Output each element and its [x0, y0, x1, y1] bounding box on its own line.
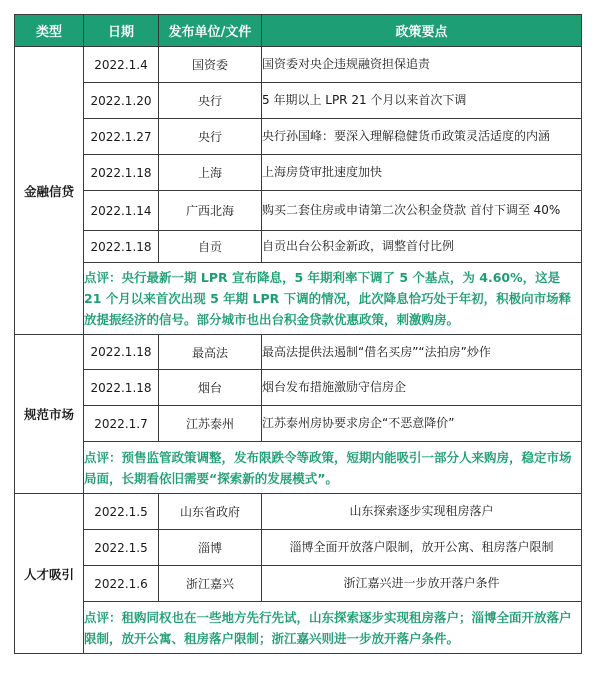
header-date: 日期 [84, 15, 159, 47]
row-unit: 广西北海 [159, 191, 262, 231]
header-policy: 政策要点 [262, 15, 582, 47]
category-talent: 人才吸引 [15, 494, 84, 654]
row-unit: 央行 [159, 119, 262, 155]
table-row [15, 406, 582, 442]
table-row [15, 191, 582, 231]
row-unit: 国资委 [159, 47, 262, 83]
row-date: 2022.1.20 [84, 83, 159, 119]
policy-table [14, 14, 582, 654]
row-date: 2022.1.5 [84, 494, 159, 530]
table-row [15, 530, 582, 566]
row-date: 2022.1.7 [84, 406, 159, 442]
row-date: 2022.1.5 [84, 530, 159, 566]
row-date: 2022.1.18 [84, 231, 159, 263]
row-unit: 自贡 [159, 231, 262, 263]
row-unit: 最高法 [159, 335, 262, 370]
comment-regulate: 点评：预售监管政策调整，发布限跌令等政策，短期内能吸引一部分人来购房，稳定市场局面，长期看依旧需要“探索新的发展模式”。 [84, 442, 582, 494]
row-date: 2022.1.14 [84, 191, 159, 231]
comment-row [15, 442, 582, 494]
category-regulate: 规范市场 [15, 335, 84, 494]
row-date: 2022.1.27 [84, 119, 159, 155]
row-policy: 淄博全面开放落户限制，放开公寓、租房落户限制 [262, 530, 582, 566]
row-policy: 浙江嘉兴进一步放开落户条件 [262, 566, 582, 602]
comment-talent: 点评：租购同权也在一些地方先行先试，山东探索逐步实现租房落户；淄博全面开放落户限制，放开公寓、租房落户限制；浙江嘉兴则进一步放开落户条件。 [84, 602, 582, 654]
row-policy: 江苏泰州房协要求房企“不恶意降价” [262, 406, 582, 442]
table-row [15, 370, 582, 406]
row-unit: 江苏泰州 [159, 406, 262, 442]
table-row [15, 231, 582, 263]
table-row [15, 335, 582, 370]
row-unit: 淄博 [159, 530, 262, 566]
row-policy: 央行孙国峰：要深入理解稳健货币政策灵活适度的内涵 [262, 119, 582, 155]
row-date: 2022.1.4 [84, 47, 159, 83]
row-policy: 烟台发布措施激励守信房企 [262, 370, 582, 406]
row-date: 2022.1.18 [84, 155, 159, 191]
table-row [15, 155, 582, 191]
table-row [15, 119, 582, 155]
comment-finance: 点评：央行最新一期 LPR 宣布降息，5 年期利率下调了 5 个基点，为 4.60%，这是 21 个月以来首次出现 5 年期 LPR 下调的情况，此次降息恰巧处于年初，积极向市场释放提振经济的信号。部分城市也出台积金贷款优惠政策，刺激购房。 [84, 263, 582, 335]
row-policy: 国资委对央企违规融资担保追责 [262, 47, 582, 83]
row-unit: 浙江嘉兴 [159, 566, 262, 602]
row-policy: 5 年期以上 LPR 21 个月以来首次下调 [262, 83, 582, 119]
row-unit: 烟台 [159, 370, 262, 406]
category-finance: 金融信贷 [15, 47, 84, 335]
header-row [15, 15, 582, 47]
header-type: 类型 [15, 15, 84, 47]
table-row [15, 494, 582, 530]
table-row [15, 83, 582, 119]
row-policy: 购买二套住房或申请第二次公积金贷款 首付下调至 40% [262, 191, 582, 231]
row-policy: 山东探索逐步实现租房落户 [262, 494, 582, 530]
row-date: 2022.1.6 [84, 566, 159, 602]
row-policy: 上海房贷审批速度加快 [262, 155, 582, 191]
row-unit: 央行 [159, 83, 262, 119]
header-unit: 发布单位/文件 [159, 15, 262, 47]
table-row [15, 47, 582, 83]
row-date: 2022.1.18 [84, 370, 159, 406]
row-unit: 上海 [159, 155, 262, 191]
comment-row [15, 602, 582, 654]
row-policy: 自贡出台公积金新政，调整首付比例 [262, 231, 582, 263]
row-date: 2022.1.18 [84, 335, 159, 370]
row-unit: 山东省政府 [159, 494, 262, 530]
row-policy: 最高法提供法遏制“借名买房”“法拍房”炒作 [262, 335, 582, 370]
comment-row [15, 263, 582, 335]
table-row [15, 566, 582, 602]
